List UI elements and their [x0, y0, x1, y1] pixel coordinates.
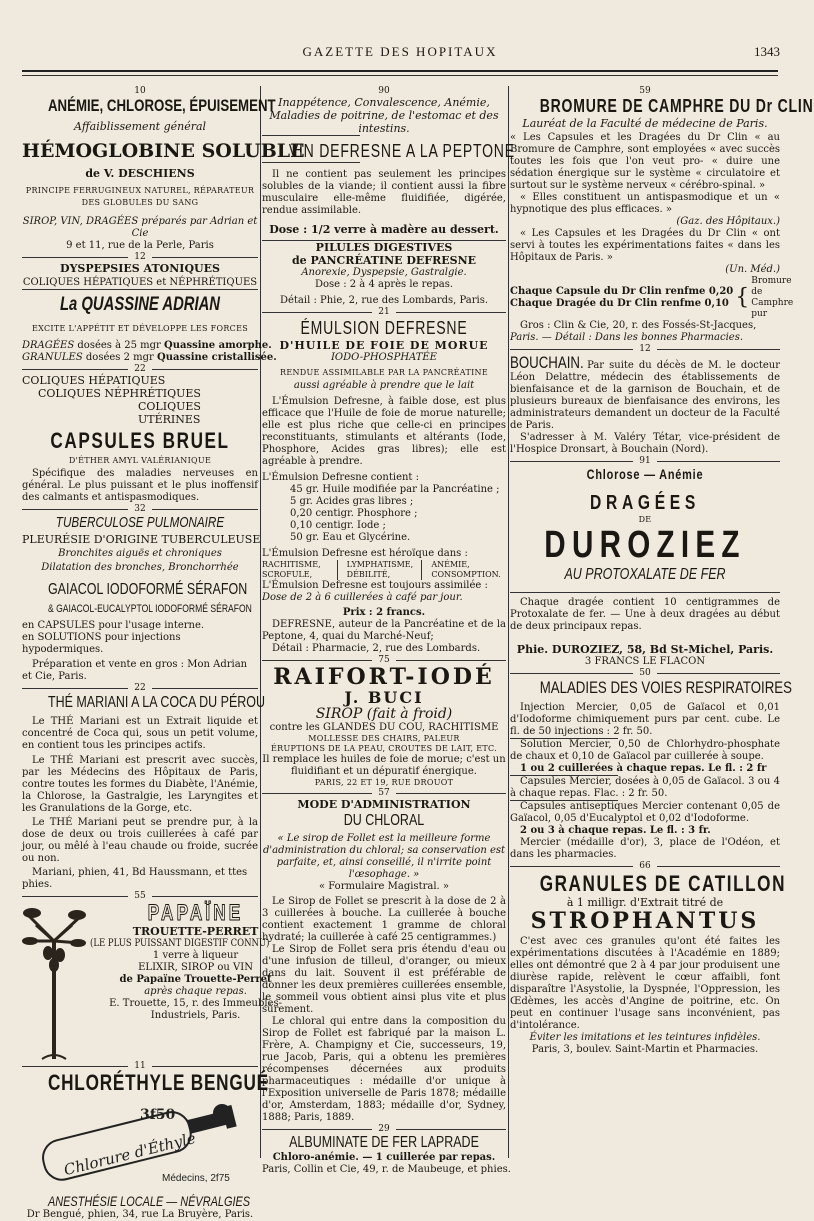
- ad-separator: 22: [22, 364, 258, 374]
- ad-product: GAIACOL IODOFORMÉ SÉRAFON: [47, 581, 248, 598]
- ad-subtitle: COLIQUES HÉPATIQUES et NÉPHRÉTIQUES: [22, 277, 258, 288]
- column-3: [510, 86, 814, 1158]
- ad-headline: DYSPEPSIES ATONIQUES: [60, 262, 220, 275]
- ad-product: DUROZIEZ: [544, 524, 746, 566]
- ad-maker: J. BUCI: [344, 688, 424, 707]
- ad-desc-2: DES GLOBULES DU SANG: [81, 198, 199, 207]
- ad-number: 10: [134, 86, 146, 96]
- ad-solutions: en SOLUTIONS pour injections hypodermiques.: [22, 632, 181, 655]
- ad-quassine: [22, 262, 277, 364]
- ad-address: 9 et 11, rue de la Perle, Paris: [66, 240, 214, 251]
- ad-product: ÉMULSION DEFRESNE: [300, 318, 468, 338]
- ad-desc-1: PRINCIPE FERRUGINEUX NATUREL, RÉPARATEUR: [25, 186, 255, 195]
- bottle-label: Chlorure d'Éthyle: [62, 1128, 198, 1180]
- ad-vin-defresne: [262, 86, 515, 236]
- ad-text: Spécifique des maladies nerveuses en général. Le plus puissant et le plus inoffensif des calmants et antispasmodiques.: [22, 468, 258, 503]
- ad-address: Paris, 3, boulev. Saint-Martin et Pharmacies.: [531, 1044, 759, 1055]
- ad-dosage: Chaque Capsule du Dr Clin renfme 0,20 Chaque Dragée du Dr Clin renfme 0,10 { Bromure de Camphre pur: [510, 276, 794, 319]
- ad-mercier: [510, 678, 792, 861]
- ad-line-5: après chaque repas.: [144, 986, 247, 997]
- ad-line-3: ELIXIR, SIROP ou VIN: [138, 962, 253, 973]
- column-2: [262, 86, 515, 1175]
- ad-product: RAIFORT-IODÉ: [273, 664, 495, 690]
- ad-paragraph-1: Le Sirop de Follet se prescrit à la dose de 2 à 3 cuillerées à bouche. La cuillerée à bouche contient exactement 1 gramme de chloral hydraté; la cuillerée à café 25 centigrammes.): [262, 896, 506, 943]
- header-rule-thick: [22, 70, 778, 72]
- ad-text: Il ne contient pas seulement les principes solubles de la viande; il contient aussi la fibre musculaire elle-même fluidifiée, digérée, rendue assimilable.: [262, 169, 506, 216]
- ad-address: Phie. DUROZIEZ, 58, Bd St-Michel, Paris.: [516, 643, 774, 656]
- ad-text: Chaque dragée contient 10 centigrammes de Protoxalate de fer. — Une à deux dragées au début de deux principaux repas.: [510, 597, 780, 632]
- ad-quote: « Le sirop de Follet est la meilleure forme d'administration du chloral; sa conservation est parfaite, et, ainsi conseillé, il n'irrite point l'œsophage. »: [262, 833, 506, 880]
- ad-number: 59: [639, 86, 651, 96]
- ad-dose: Dose de 2 à 6 cuillerées à café par jour.: [262, 592, 463, 603]
- ad-line-1: (LE PLUS PUISSANT DIGESTIF CONNU): [90, 938, 270, 949]
- ad-paragraph-2: Le THÉ Mariani est prescrit avec succès, par les Médecins des Hôpitaux de Paris, contre toutes les formes du Diabète, l'Anémie, la Chlorose, la Gastralgie, les Laryngites et les Granulations de la Gorge, etc.: [22, 755, 258, 814]
- ad-separator: 12: [22, 252, 258, 262]
- ad-product: La QUASSINE ADRIAN: [59, 294, 221, 315]
- ad-headline: ANESTHÉSIE LOCALE — NÉVRALGIES: [47, 1193, 251, 1209]
- ad-dragee-dose: Chaque Dragée du Dr Clin renfme 0,10: [510, 298, 729, 309]
- ad-warning: Éviter les imitations et les teintures infidèles.: [529, 1032, 761, 1043]
- ad-product: GRANULES DE CATILLON: [539, 871, 787, 896]
- ad-line-2: COLIQUES NÉPHRÉTIQUES: [38, 387, 201, 400]
- ad-text-1: Par suite du décès de M. le docteur Léon Delattre, médecin des établissements de bienfaisance et de la garnison de Bouchain, et de plusieurs bureaux de bienfaisance des environs, les administrateurs demandent un docteur de la Faculté de Paris.: [510, 360, 780, 431]
- ad-product-2: STROPHANTUS: [530, 908, 760, 934]
- ad-line-1: COLIQUES HÉPATIQUES: [22, 374, 166, 387]
- ingredient-item: 0,10 centigr. Iode ;: [290, 520, 386, 531]
- ad-subtitle: D'ÉTHER AMYL VALÉRIANIQUE: [68, 456, 212, 465]
- ad-subtitle: de PANCRÉATINE DEFRESNE: [291, 254, 477, 267]
- ad-source-2: (Un. Méd.): [725, 264, 780, 275]
- column-1: [22, 86, 305, 1220]
- ad-paragraph-5: Mercier (médaille d'or), 3, place de l'Odéon, et dans les pharmacies.: [510, 837, 780, 860]
- ad-separator: 57: [262, 788, 506, 798]
- ad-capsule-dose: Chaque Capsule du Dr Clin renfme 0,20: [510, 286, 734, 297]
- ad-laureat: Lauréat de la Faculté de médecine de Paris.: [522, 117, 768, 130]
- ad-line-3: Dilatation des bronches, Bronchorrhée: [41, 562, 239, 573]
- ad-the-mariani: [22, 693, 266, 891]
- ad-line-2: Bronchites aiguës et chroniques: [58, 548, 222, 559]
- ad-product: ALBUMINATE DE FER LAPRADE: [289, 1134, 479, 1151]
- ad-headline: MALADIES DES VOIES RESPIRATOIRES: [539, 678, 792, 697]
- ad-product: CAPSULES BRUEL: [50, 428, 230, 453]
- ad-source-1: (Gaz. des Hôpitaux.): [676, 216, 780, 227]
- ad-headline: BOUCHAIN.: [510, 353, 584, 372]
- newspaper-title: GAZETTE DES HOPITAUX: [302, 44, 498, 59]
- price-label-1: 3f50: [140, 1107, 176, 1123]
- ad-bromure-label: Bromure de Camphre pur: [751, 276, 794, 319]
- seal-icon: [213, 1104, 231, 1122]
- ad-separator: 22: [22, 683, 258, 693]
- ad-subtitle-1: D'HUILE DE FOIE DE MORUE: [279, 339, 489, 352]
- ad-product: CHLORÉTHYLE BENGUÉ: [47, 1070, 269, 1095]
- ad-address: E. Trouette, 15, r. des Immeubles-Industriels, Paris.: [109, 998, 282, 1021]
- ad-line-1: PLEURÉSIE D'ORIGINE TUBERCULEUSE: [22, 533, 261, 546]
- ad-capsules: en CAPSULES pour l'usage interne.: [22, 620, 205, 631]
- ad-separator: 66: [510, 861, 780, 871]
- ad-line-1: RENDUE ASSIMILABLE PAR LA PANCRÉATINE: [280, 368, 488, 377]
- ad-product: DU CHLORAL: [343, 812, 425, 829]
- ad-product: VIN DEFRESNE A LA PEPTONE: [288, 141, 515, 161]
- ad-line-2: 1 verre à liqueur: [152, 950, 239, 961]
- ad-address: Dr Bengué, phien, 34, rue La Bruyère, Paris.: [26, 1209, 254, 1220]
- ad-forms: SIROP, VIN, DRAGÉES préparés par Adrian et Cie: [22, 216, 258, 239]
- ad-number: 90: [378, 86, 390, 96]
- ad-line-2: aussi agréable à prendre que le lait: [293, 380, 475, 391]
- ad-dose: Dose : 2 à 4 après le repas.: [314, 279, 454, 290]
- ad-maker: de V. DESCHIENS: [85, 167, 195, 180]
- ad-raifort-iode: [262, 665, 506, 788]
- ad-address: Mariani, phien, 41, Bd Haussmann, et ttes phies.: [22, 867, 248, 890]
- ad-preparation: Préparation et vente en gros : Mon Adrian et Cie, Paris.: [22, 659, 248, 682]
- ad-indications: Anorexie, Dyspepsie, Gastralgie.: [301, 267, 467, 278]
- ad-dosage-2: GRANULES dosées 2 mgr Quassine cristallisée.: [22, 352, 277, 363]
- ad-line-1: à 1 milligr. d'Extrait titré de: [566, 896, 724, 909]
- ad-line-1: Chloro-anémie. — 1 cuillerée par repas.: [272, 1152, 496, 1163]
- ad-bromure-camphre: [510, 86, 814, 344]
- ad-subtitle-2: IODO-PHOSPHATÉE: [330, 352, 437, 363]
- ad-address: PARIS, 22 ET 19, RUE DROUOT: [314, 778, 454, 787]
- ad-address: Paris, Collin et Cie, 49, r. de Maubeuge, et phies.: [262, 1164, 511, 1175]
- ad-line-1: contre les GLANDES DU COU, RACHITISME: [269, 722, 499, 733]
- ad-quote-2: « Elles constituent un antispasmodique et un « hypnotique des plus efficaces. »: [510, 192, 780, 215]
- ad-text: C'est avec ces granules qu'ont été faites les expérimentations discutées à l'Académie en 1889; elles ont démontré que 2 à 4 par jour produisent une diurèse rapide, relèvent le cœur affaibli, font disparaître l'Asystolie, la Dyspnée, l'Oppression, les Œdèmes, les accès d'Angine de poitrine, etc. On peut en continuer l'usage sans inconvénient, pas d'intolérance.: [510, 936, 780, 1031]
- ad-headline: ANÉMIE, CHLOROSE, ÉPUISEMENT: [47, 96, 276, 115]
- page-number: 1343: [754, 44, 780, 59]
- ad-quote-3: « Les Capsules et les Dragées du Dr Clin « ont servi à toutes les expérimentations faites « dans les Hôpitaux de Paris. »: [510, 228, 780, 263]
- ad-bouchain: [510, 354, 780, 456]
- ad-tagline: EXCITE L'APPÉTIT ET DÉVELOPPE LES FORCES: [31, 324, 249, 333]
- ad-ingredients: [262, 484, 506, 544]
- ad-de: DE: [638, 515, 652, 524]
- ad-maker: TROUETTE-PERRET: [132, 925, 259, 938]
- ad-duroziez: [510, 466, 780, 668]
- ad-separator: 32: [22, 504, 258, 514]
- column-divider-2: [508, 86, 509, 1158]
- ad-dragees: DRAGÉES: [590, 492, 700, 514]
- ad-author: DEFRESNE, auteur de la Pancréatine et de la Peptone, 4, quai du Marché-Neuf;: [262, 619, 506, 642]
- papaya-plant-illustration: [22, 901, 86, 1061]
- ad-subtitle: & GAIACOL-EUCALYPTOL IODOFORMÉ SÉRAFON: [47, 603, 252, 615]
- ad-paragraph-2: Le Sirop de Follet sera pris étendu d'eau ou d'une infusion de tilleul, d'oranger, ou mieux dans du lait. Souvent il est préférable de donner les deux premières cuillerées ensemble, le sommeil vous obtient ainsi plus vite et plus sûrement.: [262, 944, 506, 1015]
- ad-line-2: MOLLESSE DES CHAIRS, PALEUR: [308, 734, 460, 743]
- ad-separator: 11: [22, 1061, 258, 1071]
- ad-serafon: [22, 514, 261, 683]
- ad-chlorethyle: [22, 1070, 269, 1221]
- page-header: [20, 44, 780, 64]
- ad-paragraph-2b: 1 ou 2 cuillerées à chaque repas. Le fl. : 2 fr: [520, 763, 767, 774]
- ad-quote-1: « Les Capsules et les Dragées du Dr Clin « au Bromure de Camphre, sont employées « avec succès toutes les fois que l'on veut pro- « duire une sédation énergique sur le système « circulatoire et surtout sur le système nerveux « cérébro-spinal. »: [510, 132, 780, 191]
- ad-hemoglobine: [22, 86, 305, 252]
- ad-separator: 55: [22, 891, 258, 901]
- ad-product: HÉMOGLOBINE SOLUBLE: [22, 140, 305, 162]
- ad-detail: Détail : Pharmacie, 2, rue des Lombards.: [272, 643, 481, 654]
- ad-separator: 75: [262, 655, 506, 665]
- ad-paragraph-4: Capsules antiseptiques Mercier contenant 0,05 de Gaïacol, 0,05 d'Eucalyptol et 0,02 d'Iodoforme.: [510, 801, 780, 824]
- ad-separator: 91: [510, 456, 780, 466]
- ingredient-item: 45 gr. Huile modifiée par la Pancréatine ;: [290, 484, 500, 495]
- price-label-2: Médecins, 2f75: [162, 1173, 230, 1184]
- ad-paragraph-3: Capsules Mercier, dosées à 0,05 de Gaïacol. 3 ou 4 à chaque repas. Flac. : 2 fr. 50.: [510, 776, 780, 799]
- ad-headline: TUBERCULOSE PULMONAIRE: [55, 514, 225, 531]
- ad-dose: Dose : 1/2 verre à madère au dessert.: [269, 223, 499, 236]
- ad-albuminate-laprade: [262, 1134, 511, 1176]
- ad-line-3: COLIQUES UTÉRINES: [138, 400, 201, 426]
- ad-gros: Gros : Clin & Cie, 20, r. des Fossés-St-Jacques,: [520, 320, 757, 331]
- ad-line-4: de Papaïne Trouette-Perret: [119, 974, 272, 985]
- ad-paragraph-1: Injection Mercier, 0,05 de Gaïacol et 0,01 d'Iodoforme chimiquement purs par cent. cube. Le fl. de 50 injections : 2 fr. 50.: [510, 702, 780, 737]
- ad-paragraph-1: Le THÉ Mariani est un Extrait liquide et concentré de Coca qui, sous un petit volume, en contient tous les principes actifs.: [22, 716, 258, 751]
- ad-pilules-digestives: [262, 241, 506, 307]
- ad-headline: MODE D'ADMINISTRATION: [297, 798, 471, 811]
- bottle-illustration: [22, 1099, 252, 1185]
- ad-contient: L'Émulsion Defresne contient :: [262, 472, 419, 483]
- ad-source: « Formulaire Magistral. »: [318, 881, 449, 892]
- ad-headline: Chlorose — Anémie: [586, 466, 704, 482]
- ad-paragraph-4b: 2 ou 3 à chaque repas. Le fl. : 3 fr.: [520, 825, 711, 836]
- ad-separator: 50: [510, 668, 780, 678]
- ad-assimilee: L'Émulsion Defresne est toujours assimilée :: [262, 580, 488, 591]
- ad-paragraph-1: L'Émulsion Defresne, à faible dose, est plus efficace que l'Huile de foie de morue naturelle; elle est plus riche que celle-ci en principes reconstituants, stimulants et altérants (Iode, Phosphore, Acides gras libres); elle est agréable à prendre.: [262, 396, 506, 467]
- ad-product: PAPAÏNE: [147, 900, 244, 925]
- ad-text-2: S'adresser à M. Valéry Tétar, vice-président de l'Hospice Dronsart, à Bouchain (Nord).: [510, 432, 780, 455]
- ad-diseases: RACHITISME, SCROFULE, LYMPHATISME, DÉBILITÉ, ANÉMIE, CONSOMPTION.: [262, 560, 501, 579]
- ad-dosage-1: DRAGÉES dosées à 25 mgr Quassine amorphe.: [22, 340, 272, 351]
- ad-paragraph-3: Le THÉ Mariani peut se prendre pur, à la dose de deux ou trois cuillerées à café par jour, ou mêlé à l'eau chaude ou froide, sucrée ou non.: [22, 817, 258, 864]
- header-rule-thin: [22, 75, 778, 76]
- ad-product: BROMURE DE CAMPHRE DU Dr CLIN: [539, 96, 814, 116]
- ad-subtitle: AU PROTOXALATE DE FER: [564, 566, 726, 583]
- ad-emulsion-defresne: [262, 317, 506, 655]
- ad-separator: 21: [262, 307, 506, 317]
- ad-separator: 29: [262, 1124, 506, 1134]
- ad-chloral-follet: [262, 798, 506, 1124]
- ad-paragraph-3: Le chloral qui entre dans la composition du Sirop de Follet est fabriqué par la maison L. Frère, A. Champigny et Cie, successeurs, 19, rue Jacob, Paris, qui a obtenu les premières récompenses décernées aux produits pharmaceutiques : médaille d'or unique à l'Exposition universelle de Paris 1878; médaille d'or, Amsterdam, 1883; médaille d'or, Sydney, 1888; Paris, 1889.: [262, 1016, 506, 1123]
- ad-heroic: L'Émulsion Defresne est héroïque dans :: [262, 548, 468, 559]
- ingredient-item: 50 gr. Eau et Glycérine.: [290, 532, 411, 543]
- ad-subtitle: Affaiblissement général: [73, 120, 207, 133]
- ad-papaine: [22, 900, 282, 1061]
- ad-intro: Inappétence, Convalescence, Anémie, Maladies de poitrine, de l'estomac et des intestins.: [269, 96, 499, 135]
- ad-text: Il remplace les huiles de foie de morue; c'est un fluidifiant et un dépuratif énergique.: [262, 754, 506, 777]
- ad-headline: THÉ MARIANI A LA COCA DU PÉROU: [47, 694, 266, 711]
- ad-separator: 12: [510, 344, 780, 354]
- ad-line-3: ÉRUPTIONS DE LA PEAU, CROUTES DE LAIT, ETC.: [271, 744, 497, 753]
- ingredient-item: 0,20 centigr. Phosphore ;: [290, 508, 418, 519]
- ingredient-item: 5 gr. Acides gras libres ;: [290, 496, 414, 507]
- ad-price: Prix : 2 francs.: [342, 607, 426, 618]
- ad-paragraph-2: Solution Mercier, 0,50 de Chlorhydro-phosphate de chaux et 0,10 de Gaïacol par cuillerée à soupe.: [510, 739, 780, 762]
- ad-paris: Paris. — Détail : Dans les bonnes Pharmacies.: [510, 332, 743, 343]
- ad-form: SIROP (fait à froid): [315, 706, 453, 722]
- ad-catillon: [510, 871, 787, 1056]
- ad-capsules-bruel: [22, 374, 258, 504]
- ad-detail: Détail : Phie, 2, rue des Lombards, Paris.: [279, 295, 489, 306]
- ad-price: 3 FRANCS LE FLACON: [584, 656, 706, 667]
- ad-headline: PILULES DIGESTIVES: [315, 241, 453, 254]
